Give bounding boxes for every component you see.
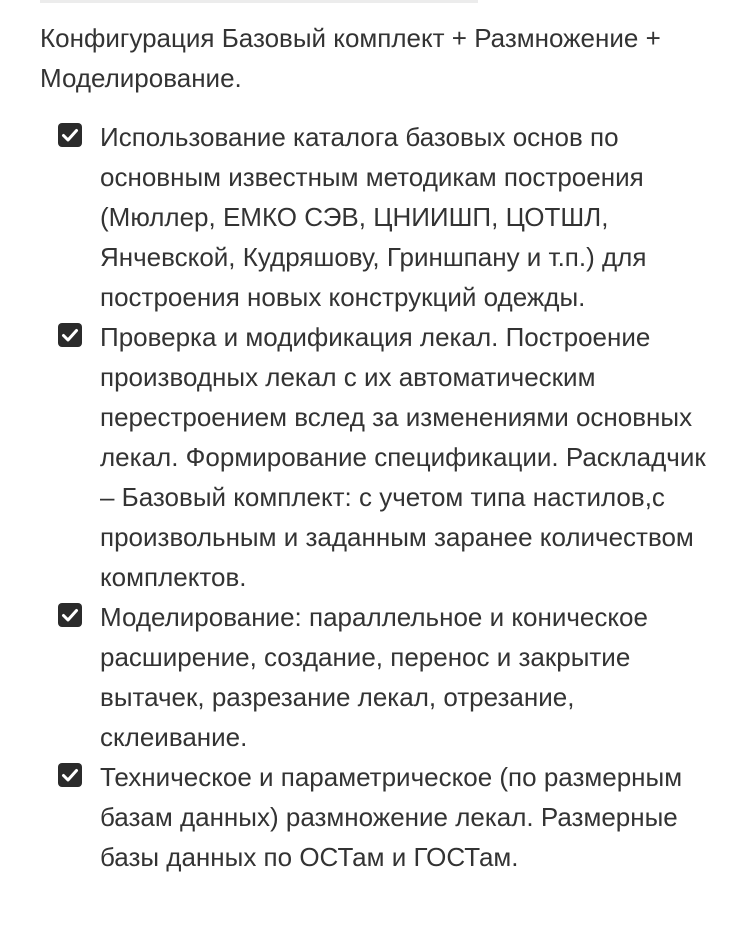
checkbox-checked-icon	[58, 323, 82, 347]
checkbox-checked-icon	[58, 603, 82, 627]
feature-list	[0, 117, 750, 877]
checkbox-checked-icon	[58, 763, 82, 787]
feature-text: Техническое и параметрическое (по размерным базам данных) размножение лекал. Размерные базы данных по ОСТам и ГОСТам.	[100, 762, 683, 872]
feature-text: Проверка и модификация лекал. Построение производных лекал с их автоматическим перестроением вслед за изменениями основных лекал. Формирование спецификации. Раскладчик – Базовый комплект: с учетом типа настилов,с произвольным и заданным заранее количеством комплектов.	[100, 322, 706, 592]
top-divider	[40, 0, 478, 3]
feature-item	[0, 597, 750, 757]
feature-text: Моделирование: параллельное и коническое расширение, создание, перенос и закрытие вытачек, разрезание лекал, отрезание, склеивание.	[100, 602, 648, 752]
feature-item	[0, 317, 750, 597]
feature-item	[0, 117, 750, 317]
feature-item	[0, 757, 750, 877]
checkbox-checked-icon	[58, 123, 82, 147]
configuration-intro: Конфигурация Базовый комплект + Размножение + Моделирование.	[40, 23, 661, 93]
feature-text: Использование каталога базовых основ по основным известным методикам построения (Мюллер, ЕМКО СЭВ, ЦНИИШП, ЦОТШЛ, Янчевской, Кудряшову, Гриншпану и т.п.) для построения новых конструкций одежды.	[100, 122, 647, 312]
